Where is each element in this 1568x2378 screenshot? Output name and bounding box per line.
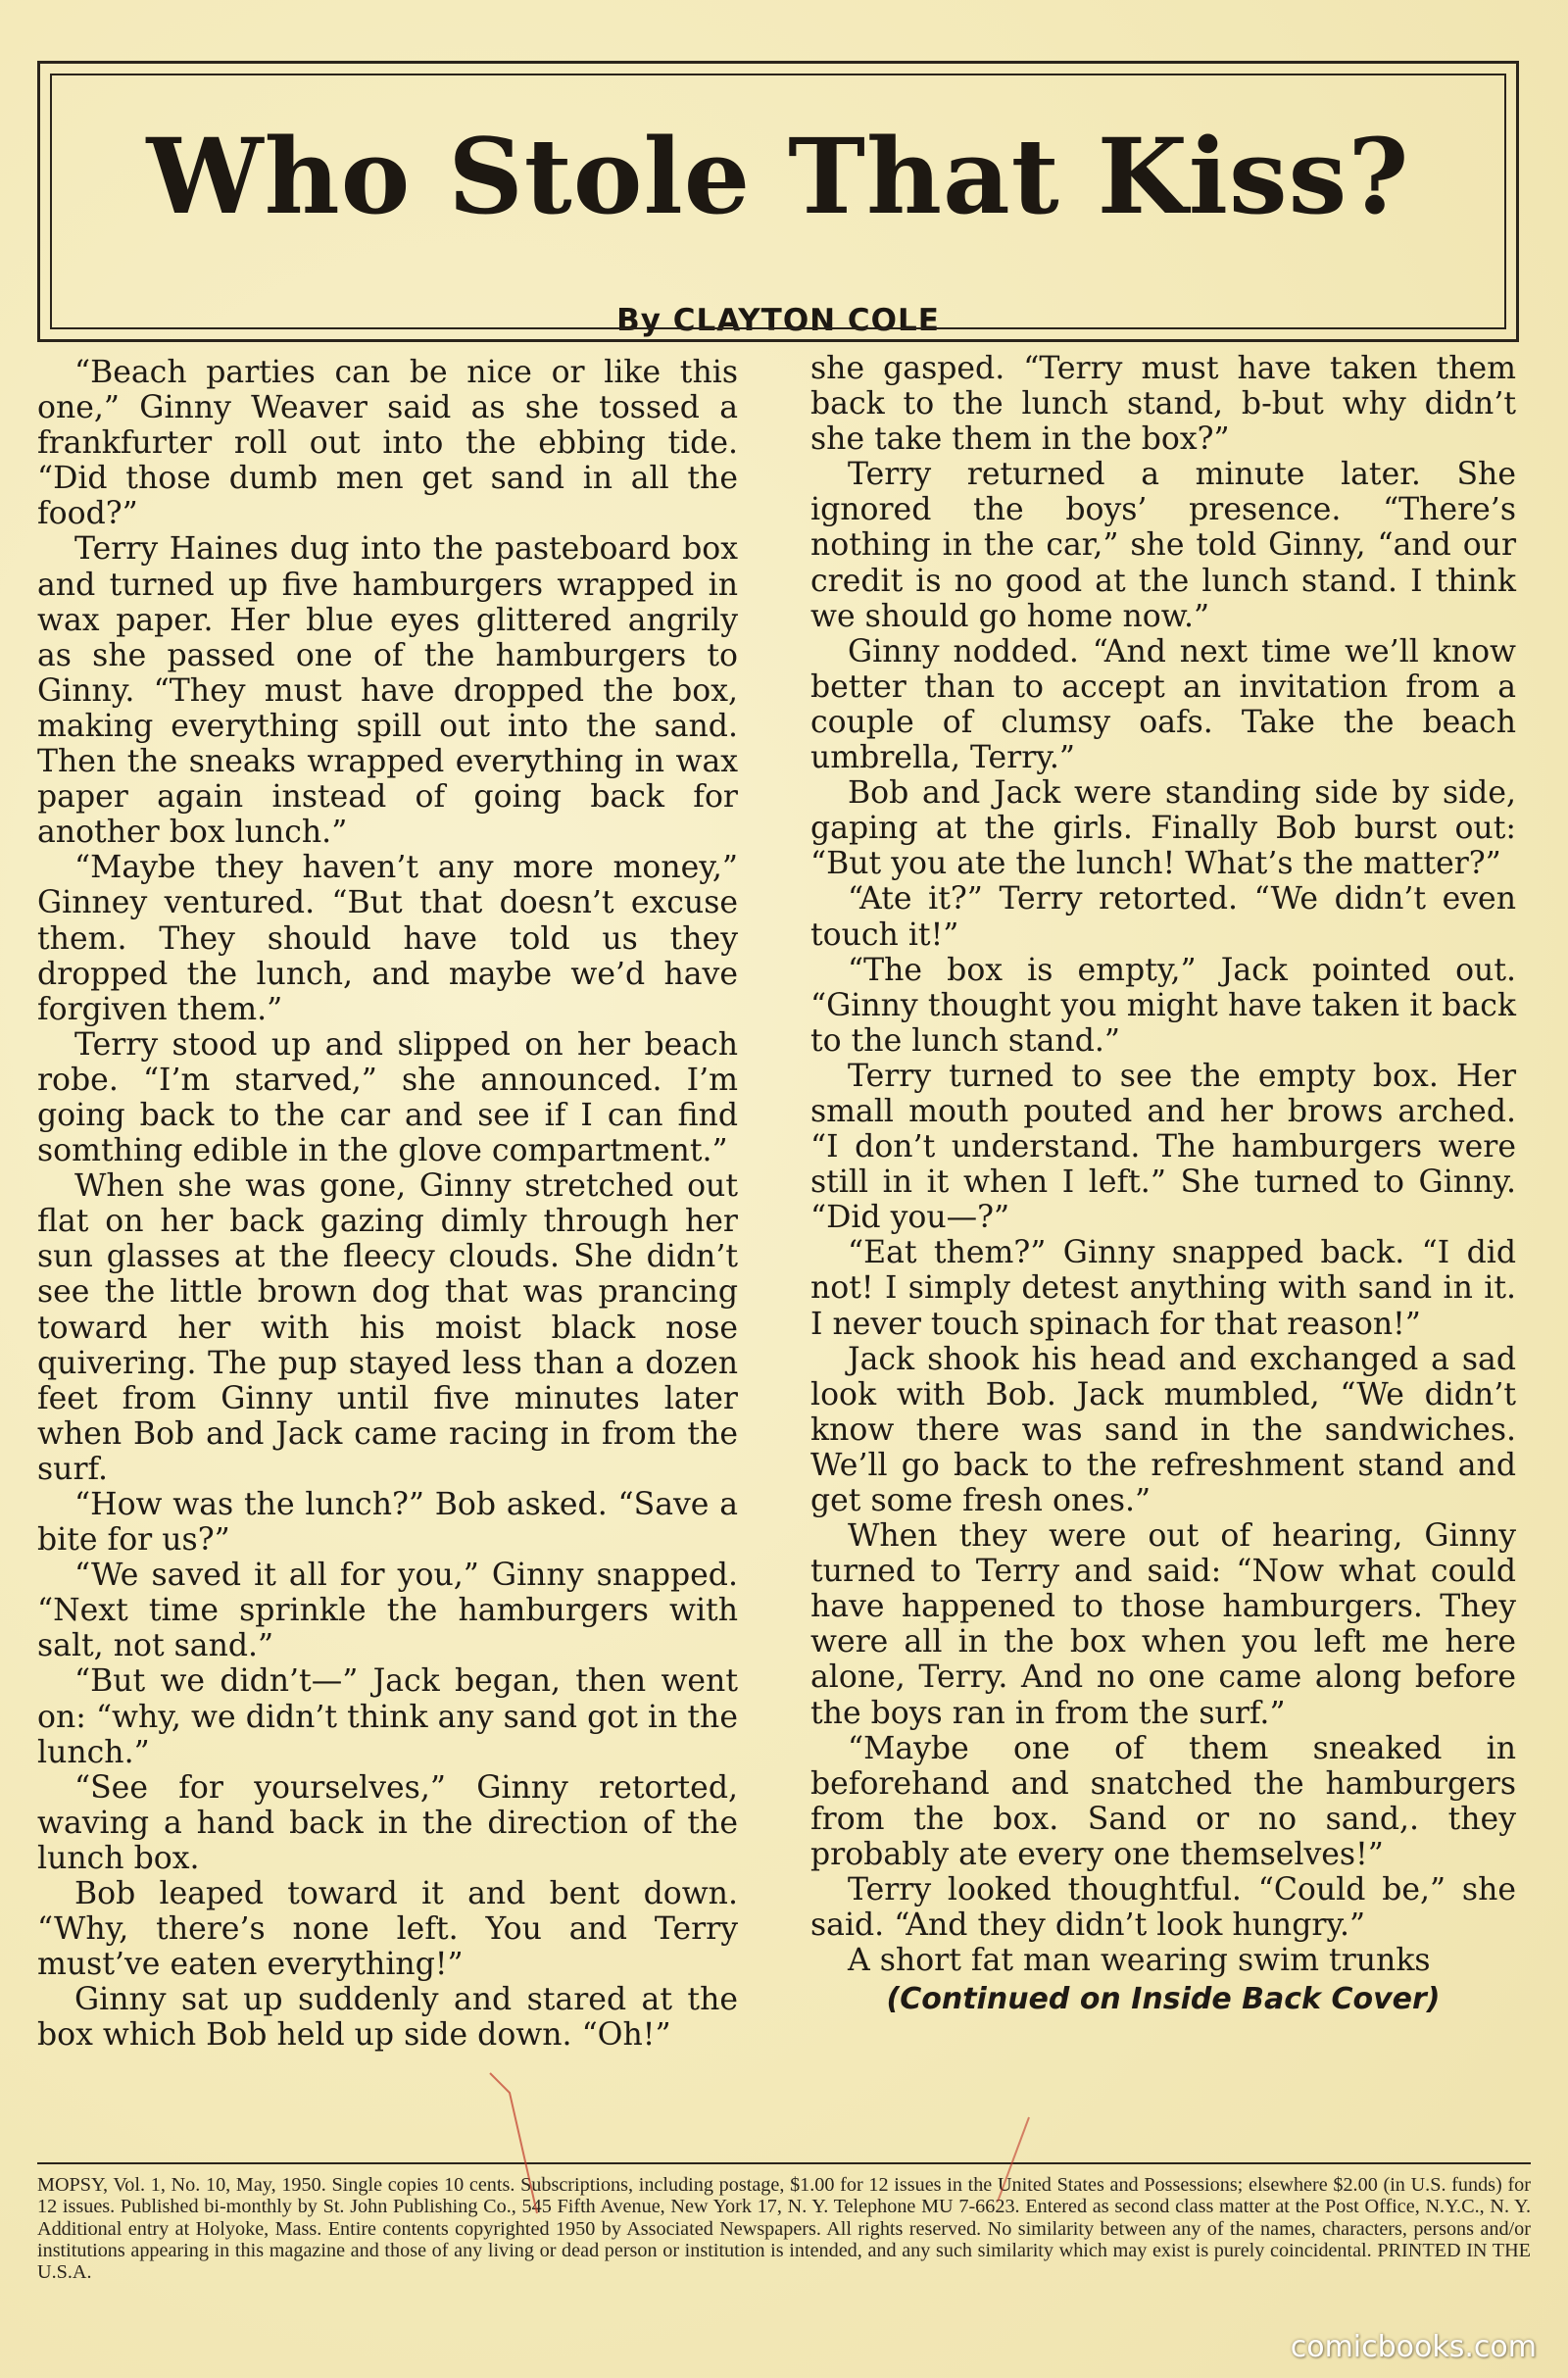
paragraph: “How was the lunch?” Bob asked. “Save a bite for us?” <box>37 1487 738 1559</box>
paragraph: “Beach parties can be nice or like this one,” Ginny Weaver said as she tossed a frankfurter roll out into the ebbing tide. “Did those dumb men get sand in all the food?” <box>37 355 738 532</box>
paragraph: Bob leaped toward it and bent down. “Why, there’s none left. You and Terry must’ve eaten everything!” <box>37 1876 738 1983</box>
paragraph: A short fat man wearing swim trunks <box>848 1943 1431 1979</box>
paragraph: When they were out of hearing, Ginny turned to Terry and said: “Now what could have happened to those hamburgers. They were all in the box when you left me here alone, Terry. And no one came along before the boys ran in from the surf.” <box>810 1518 1516 1731</box>
continued-note: (Continued on Inside Back Cover) <box>886 1982 1441 2017</box>
paragraph: Bob and Jack were standing side by side, gaping at the girls. Finally Bob burst out: “But you ate the lunch! What’s the matter?” <box>810 775 1516 882</box>
paragraph: “The box is empty,” Jack pointed out. “Ginny thought you might have taken it back to the lunch stand.” <box>810 952 1516 1059</box>
paragraph: “Maybe one of them sneaked in beforehand and snatched the hamburgers from the box. Sand or no sand,. they probably ate every one themselves!” <box>810 1730 1516 1872</box>
byline: By CLAYTON COLE <box>616 303 940 338</box>
story-column-right <box>810 351 1516 2155</box>
watermark: comicbooks.com <box>1290 2330 1537 2364</box>
publication-imprint: MOPSY, Vol. 1, No. 10, May, 1950. Single copies 10 cents. Subscriptions, including postage, $1.00 for 12 issues in the United States and Possessions; elsewhere $2.00 (in U.S. funds) for 12 issues. Published bi-monthly by St. John Publishing Co., 545 Fifth Avenue, New York 17, N. Y. Telephone MU 7-6623. Entered as second class matter at the Post Office, N.Y.C., N. Y. Additional entry at Holyoke, Mass. Entire contents copyrighted 1950 by Associated Newspapers. All rights reserved. No similarity between any of the names, characters, persons and/or institutions appearing in this magazine and those of any living or dead person or institution is intended, and any such similarity which may exist is purely coincidental. PRINTED IN THE U.S.A. <box>37 2174 1531 2284</box>
paragraph: “Eat them?” Ginny snapped back. “I did not! I simply detest anything with sand in it. I never touch spinach for that reason!” <box>810 1235 1516 1342</box>
paragraph: “Maybe they haven’t any more money,” Ginney ventured. “But that doesn’t excuse them. They should have told us they dropped the lunch, and maybe we’d have forgiven them.” <box>37 850 738 1027</box>
footer-rule <box>37 2162 1531 2164</box>
paragraph: Ginny sat up suddenly and stared at the box which Bob held up side down. “Oh!” <box>37 1982 738 2054</box>
paragraph: Terry stood up and slipped on her beach robe. “I’m starved,” she announced. I’m going back to the car and see if I can find somthing edible in the glove compartment.” <box>37 1026 738 1169</box>
paragraph: “We saved it all for you,” Ginny snapped. “Next time sprinkle the hamburgers with salt, not sand.” <box>37 1558 738 1664</box>
paragraph: Terry Haines dug into the pasteboard box and turned up five hamburgers wrapped in wax paper. Her blue eyes glittered angrily as she passed one of the hamburgers to Ginny. “They must have dropped the box, making everything spill out into the sand. Then the sneaks wrapped everything in wax paper again instead of going back for another box lunch.” <box>37 531 738 851</box>
paragraph: “See for yourselves,” Ginny retorted, waving a hand back in the direction of the lunch box. <box>37 1769 738 1876</box>
title-box <box>37 61 1519 342</box>
paragraph: Terry returned a minute later. She ignored the boys’ presence. “There’s nothing in the car,” she told Ginny, “and our credit is no good at the lunch stand. I think we should go home now.” <box>810 457 1516 634</box>
paragraph: Terry looked thoughtful. “Could be,” she said. “And they didn’t look hungry.” <box>810 1872 1516 1944</box>
paragraph: When she was gone, Ginny stretched out flat on her back gazing dimly through her sun glasses at the fleecy clouds. She didn’t see the little brown dog that was prancing toward her with his moist black nose quivering. The pup stayed less than a dozen feet from Ginny until five minutes later when Bob and Jack came racing in from the surf. <box>37 1168 738 1487</box>
story-column-left <box>37 355 738 2154</box>
story-title: Who Stole That Kiss? <box>146 115 1410 237</box>
paragraph-continuation: she gasped. “Terry must have taken them back to the lunch stand, b-but why didn’t she take them in the box?” <box>810 351 1516 458</box>
paragraph: Ginny nodded. “And next time we’ll know better than to accept an invitation from a couple of clumsy oafs. Take the beach umbrella, Terry.” <box>810 633 1516 776</box>
paragraph: “But we didn’t—” Jack began, then went on: “why, we didn’t think any sand got in the lunch.” <box>37 1663 738 1770</box>
paragraph: Terry turned to see the empty box. Her small mouth pouted and her brows arched. “I don’t understand. The hamburgers were still in it when I left.” She turned to Ginny. “Did you—?” <box>810 1058 1516 1236</box>
paragraph: “Ate it?” Terry retorted. “We didn’t even touch it!” <box>810 881 1516 953</box>
paragraph: Jack shook his head and exchanged a sad look with Bob. Jack mumbled, “We didn’t know there was sand in the sandwiches. We’ll go back to the refreshment stand and get some fresh ones.” <box>810 1341 1516 1518</box>
